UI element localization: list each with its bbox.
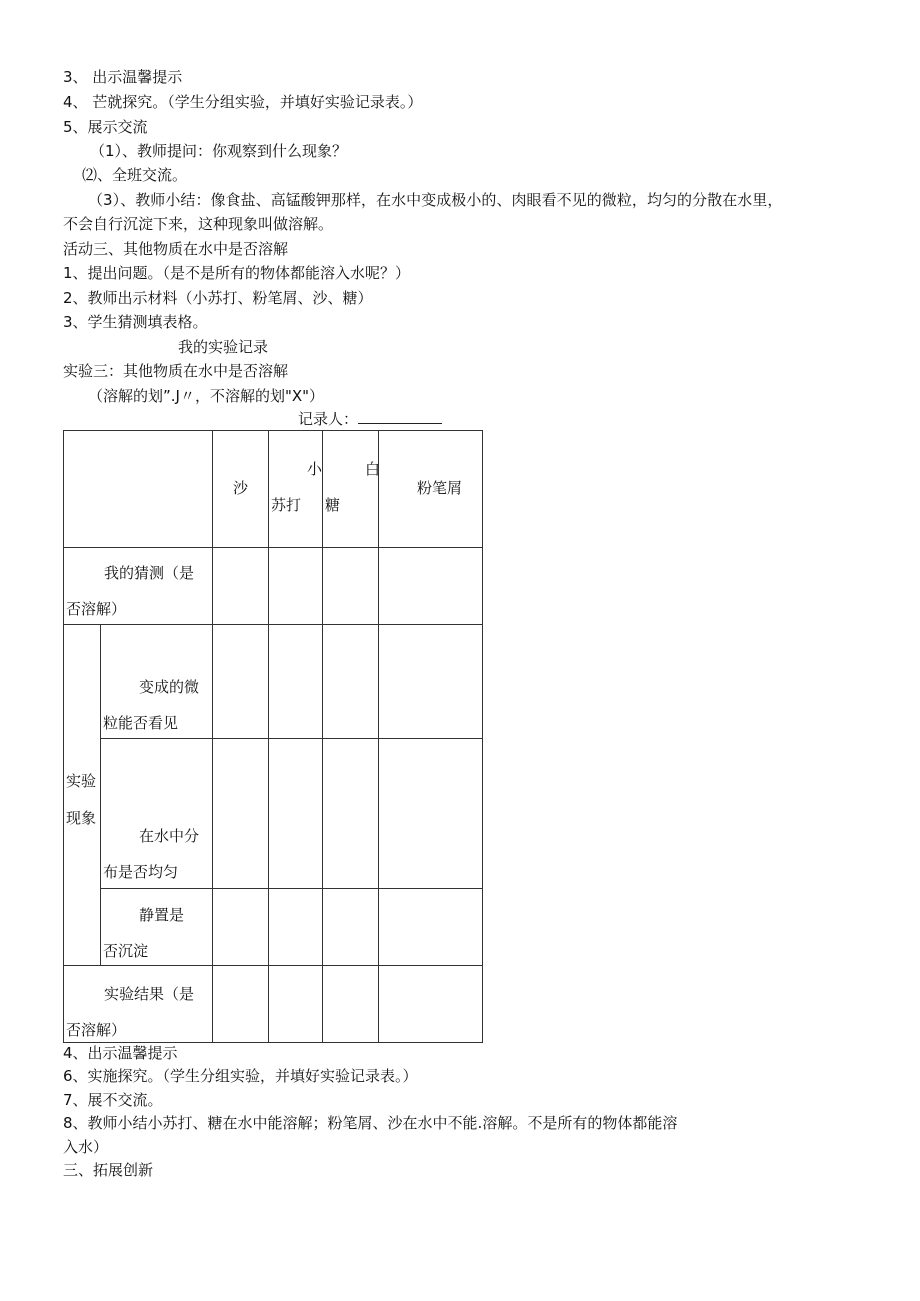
line-teacher-question: （1）、教师提问：你观察到什么现象？ — [90, 142, 348, 160]
guess-line1: 我的猜测（是 — [104, 564, 195, 582]
header-chalk-dust-text: 粉笔屑 — [417, 479, 463, 497]
visible-line2: 粒能否看见 — [103, 714, 179, 732]
sediment-sand[interactable] — [213, 889, 269, 966]
guess-chalk-dust[interactable] — [379, 548, 483, 625]
row-label-even — [101, 739, 213, 889]
sediment-chalk-dust[interactable] — [379, 889, 483, 966]
visible-baking-soda[interactable] — [269, 625, 323, 739]
line-student-guess: 3、学生猜测填表格。 — [63, 313, 208, 331]
result-chalk-dust[interactable] — [379, 966, 483, 1043]
row-label-guess — [64, 548, 213, 625]
result-line1: 实验结果（是 — [104, 985, 195, 1003]
even-sugar[interactable] — [323, 739, 379, 889]
dissolve-legend: （溶解的划”.J〃，不溶解的划"X"） — [88, 387, 325, 405]
line-tips: 4、出示温馨提示 — [63, 1044, 178, 1062]
row-label-result — [64, 966, 213, 1043]
header-chalk-dust — [379, 431, 483, 548]
recorder-text: 记录人： — [298, 410, 359, 428]
line-activity3: 活动三、其他物质在水中是否溶解 — [63, 240, 289, 258]
line-teacher-summary: （3）、教师小结：像食盐、高锰酸钾那样，在水中变成极小的、肉眼看不见的微粒，均匀的分散在水里， — [88, 191, 783, 209]
even-baking-soda[interactable] — [269, 739, 323, 889]
result-sugar[interactable] — [323, 966, 379, 1043]
phenomenon-line1: 实验 — [66, 772, 97, 790]
line-show-materials: 2、教师出示材料（小苏打、粉笔屑、沙、糖） — [63, 289, 373, 307]
line-class-exchange: ⑵、全班交流。 — [82, 166, 188, 184]
even-chalk-dust[interactable] — [379, 739, 483, 889]
visible-sand[interactable] — [213, 625, 269, 739]
line-step4: 4、 芒就探究。（学生分组实验，并填好实验记录表。） — [63, 93, 423, 111]
sediment-sugar[interactable] — [323, 889, 379, 966]
guess-sugar[interactable] — [323, 548, 379, 625]
line-extension: 三、拓展创新 — [63, 1161, 154, 1179]
recorder-blank[interactable] — [358, 411, 442, 424]
sediment-line2: 否沉淀 — [103, 942, 149, 960]
guess-line2: 否溶解） — [66, 600, 127, 618]
visible-line1: 变成的微 — [139, 678, 200, 696]
header-sand-text: 沙 — [233, 479, 249, 497]
row-label-visible — [101, 625, 213, 739]
sediment-line1: 静置是 — [139, 906, 185, 924]
header-sugar-2: 糖 — [325, 496, 341, 514]
header-sugar-1: 白 — [365, 460, 381, 478]
header-blank-cell — [64, 431, 213, 548]
result-baking-soda[interactable] — [269, 966, 323, 1043]
visible-chalk-dust[interactable] — [379, 625, 483, 739]
line-exchange: 7、展不交流。 — [63, 1091, 163, 1109]
phenomenon-line2: 现象 — [66, 809, 97, 827]
line-summary-cont: 不会自行沉淀下来，这种现象叫做溶解。 — [63, 215, 334, 233]
even-sand[interactable] — [213, 739, 269, 889]
line-step3: 3、 出示温馨提示 — [63, 68, 183, 86]
line-final-summary-cont: 入水） — [63, 1138, 109, 1156]
experiment-record-table — [63, 430, 483, 1043]
result-sand[interactable] — [213, 966, 269, 1043]
line-ask-question: 1、提出问题。（是不是所有的物体都能溶入水呢？） — [63, 264, 411, 282]
header-sugar — [323, 431, 379, 548]
line-step5: 5、展示交流 — [63, 118, 148, 136]
even-line2: 布是否均匀 — [103, 863, 179, 881]
line-implement: 6、实施探究。（学生分组实验，并填好实验记录表。） — [63, 1067, 418, 1085]
header-sand — [213, 431, 269, 548]
record-title: 我的实验记录 — [178, 338, 269, 356]
header-baking-soda — [269, 431, 323, 548]
visible-sugar[interactable] — [323, 625, 379, 739]
recorder-label — [298, 409, 442, 429]
even-line1: 在水中分 — [139, 827, 200, 845]
header-baking-soda-1: 小 — [307, 460, 323, 478]
result-line2: 否溶解） — [66, 1021, 127, 1039]
guess-baking-soda[interactable] — [269, 548, 323, 625]
experiment3-title: 实验三：其他物质在水中是否溶解 — [63, 362, 289, 380]
sediment-baking-soda[interactable] — [269, 889, 323, 966]
guess-sand[interactable] — [213, 548, 269, 625]
row-label-sediment — [101, 889, 213, 966]
row-label-phenomenon — [64, 625, 101, 966]
line-final-summary: 8、教师小结小苏打、糖在水中能溶解；粉笔屑、沙在水中不能.溶解。不是所有的物体都能溶 — [63, 1114, 678, 1132]
header-baking-soda-2: 苏打 — [271, 496, 302, 514]
